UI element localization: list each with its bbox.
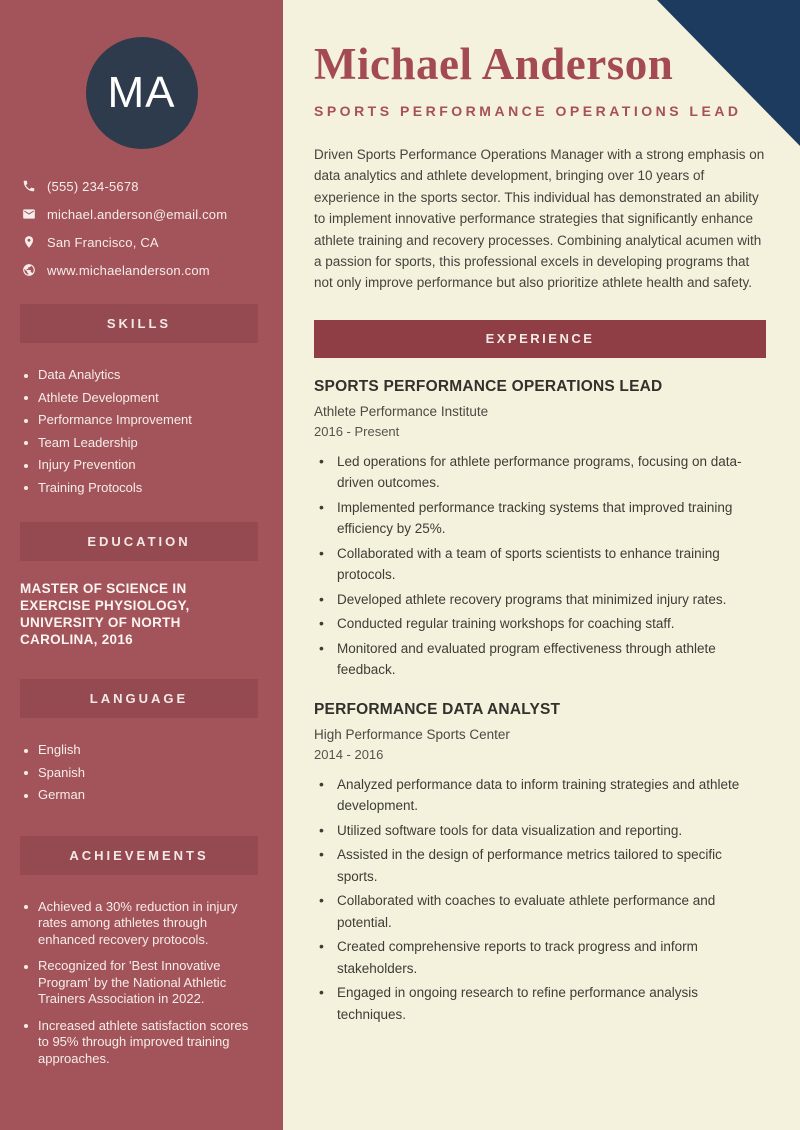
skill-item xyxy=(22,390,259,407)
job-title: SPORTS PERFORMANCE OPERATIONS LEAD xyxy=(314,377,663,395)
bullet-dot-icon xyxy=(24,771,28,775)
main-content xyxy=(283,0,800,1130)
bullet-dot-icon xyxy=(24,905,28,909)
skill-item xyxy=(22,367,259,384)
job-bullet: • Implemented performance tracking systems that improved training efficiency by 25%. xyxy=(314,497,766,540)
language-label: German xyxy=(38,787,85,802)
job-company: High Performance Sports Center xyxy=(314,726,510,742)
job-dates: 2016 - Present xyxy=(314,423,400,439)
contact-phone-row xyxy=(22,178,283,194)
language-label: English xyxy=(38,742,81,757)
skill-label: Data Analytics xyxy=(38,367,121,382)
job-bullet-list xyxy=(314,451,766,681)
language-item xyxy=(22,787,259,804)
achievement-text: Achieved a 30% reduction in injury rates among athletes through enhanced recovery protocols. xyxy=(38,898,238,947)
bullet-dot-icon xyxy=(24,1024,28,1028)
jobs-list xyxy=(314,378,766,1026)
achievement-text: Increased athlete satisfaction scores to 95% through improved training approaches. xyxy=(38,1017,249,1066)
location-icon xyxy=(22,235,36,249)
education-text: MASTER OF SCIENCE IN EXERCISE PHYSIOLOGY, UNIVERSITY OF NORTH CAROLINA, 2016 xyxy=(20,581,190,647)
job-bullet: • Conducted regular training workshops for coaching staff. xyxy=(314,613,766,635)
contact-website-row xyxy=(22,262,283,278)
bullet-dot-icon xyxy=(24,486,28,490)
avatar-initials: MA xyxy=(107,68,176,117)
contact-phone-text: (555) 234-5678 xyxy=(47,178,139,194)
contact-list xyxy=(0,178,283,278)
contact-location-row xyxy=(22,234,283,250)
sidebar xyxy=(0,0,283,1130)
education-header-label: EDUCATION xyxy=(87,534,191,549)
bullet-dot-icon xyxy=(24,749,28,753)
bullet-dot-icon xyxy=(24,464,28,468)
job-bullet: • Developed athlete recovery programs that minimized injury rates. xyxy=(314,589,766,611)
skill-label: Performance Improvement xyxy=(38,412,192,427)
language-label: Spanish xyxy=(38,764,85,780)
skill-item xyxy=(22,435,259,452)
job-bullet: • Engaged in ongoing research to refine performance analysis techniques. xyxy=(314,982,766,1025)
job-bullet: • Monitored and evaluated program effectiveness through athlete feedback. xyxy=(314,638,766,681)
experience-section-header xyxy=(314,320,766,358)
contact-email-text: michael.anderson@email.com xyxy=(47,206,228,222)
skill-item xyxy=(22,480,259,497)
language-header-label: LANGUAGE xyxy=(89,691,189,706)
job-title: PERFORMANCE DATA ANALYST xyxy=(314,700,561,718)
skills-section-header xyxy=(20,304,258,343)
skills-header-label: SKILLS xyxy=(106,316,172,331)
skill-label: Training Protocols xyxy=(38,479,143,495)
bullet-dot-icon xyxy=(24,396,28,400)
job-bullet: • Assisted in the design of performance metrics tailored to specific sports. xyxy=(314,844,766,887)
summary-paragraph: Driven Sports Performance Operations Manager with a strong emphasis on data analytics and athlete development, bringing over 10 years of experience in the sports sector. This individual has demonstrated an ability to implement innovative performance strategies that significantly enhance athlete training and recovery processes. Combining analytical acumen with a passion for sports, this professional excels in developing programs that not only improve performance but also prioritize athlete health and safety. xyxy=(314,147,765,291)
avatar xyxy=(86,37,198,149)
job-bullet: • Created comprehensive reports to track progress and inform stakeholders. xyxy=(314,936,766,979)
skill-label: Injury Prevention xyxy=(38,457,136,472)
language-section-header xyxy=(20,679,258,718)
phone-icon xyxy=(22,179,36,193)
skill-label: Team Leadership xyxy=(38,434,138,450)
bullet-dot-icon xyxy=(24,794,28,798)
achievements-list xyxy=(0,899,283,1068)
skills-list xyxy=(0,367,283,496)
bullet-dot-icon xyxy=(24,419,28,423)
contact-website-text: www.michaelanderson.com xyxy=(47,262,210,278)
job-bullet: • Collaborated with a team of sports scientists to enhance training protocols. xyxy=(314,543,766,586)
language-item xyxy=(22,765,259,782)
contact-location-text: San Francisco, CA xyxy=(47,234,159,250)
job-company: Athlete Performance Institute xyxy=(314,403,489,419)
achievement-item xyxy=(22,899,259,949)
job-bullet: • Led operations for athlete performance programs, focusing on data-driven outcomes. xyxy=(314,451,766,494)
website-globe-icon xyxy=(22,263,36,277)
person-job-title: SPORTS PERFORMANCE OPERATIONS LEAD xyxy=(314,103,742,119)
bullet-dot-icon xyxy=(24,374,28,378)
job-bullet: • Collaborated with coaches to evaluate athlete performance and potential. xyxy=(314,890,766,933)
skill-item xyxy=(22,457,259,474)
job-entry xyxy=(314,378,766,681)
achievement-item xyxy=(22,958,259,1008)
education-section-header xyxy=(20,522,258,561)
achievement-item xyxy=(22,1018,259,1068)
job-bullet: • Analyzed performance data to inform training strategies and athlete development. xyxy=(314,774,766,817)
job-dates: 2014 - 2016 xyxy=(314,746,384,762)
bullet-dot-icon xyxy=(24,441,28,445)
language-item xyxy=(22,742,259,759)
language-list xyxy=(0,742,283,804)
skill-item xyxy=(22,412,259,429)
email-icon xyxy=(22,207,36,221)
skill-label: Athlete Development xyxy=(38,389,159,405)
job-bullet: • Utilized software tools for data visualization and reporting. xyxy=(314,820,766,842)
job-bullet-list xyxy=(314,774,766,1026)
experience-header-label: EXPERIENCE xyxy=(485,331,595,347)
achievement-text: Recognized for 'Best Innovative Program' by the National Athletic Trainers Association in 2022. xyxy=(38,958,227,1006)
contact-email-row xyxy=(22,206,283,222)
bullet-dot-icon xyxy=(24,965,28,969)
person-name-heading: Michael Anderson xyxy=(314,39,674,89)
job-entry xyxy=(314,701,766,1026)
achievements-section-header xyxy=(20,836,258,875)
achievements-header-label: ACHIEVEMENTS xyxy=(69,847,209,863)
